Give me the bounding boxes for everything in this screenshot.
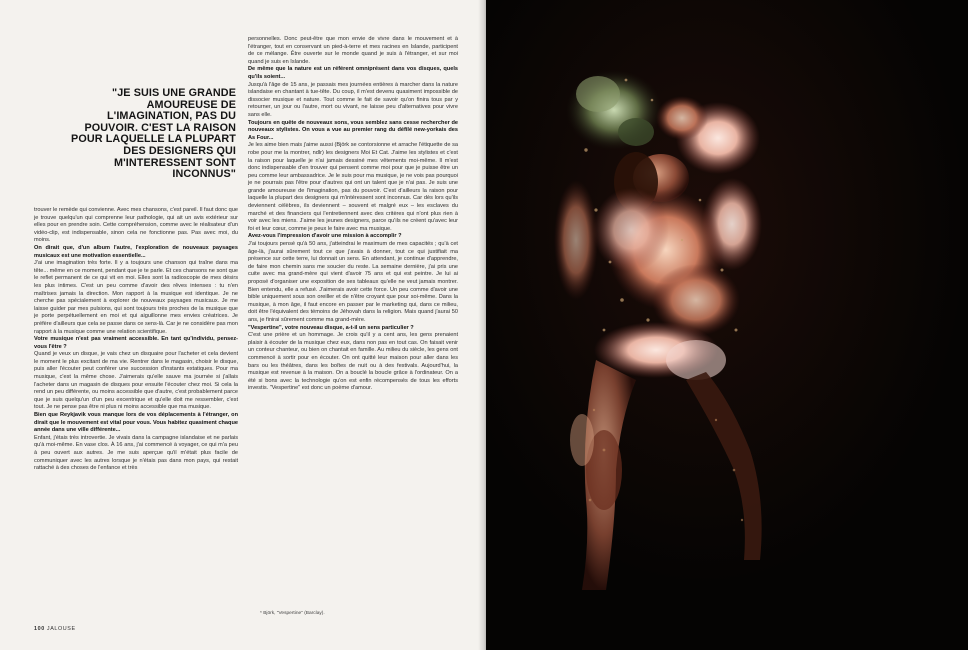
- footnote: * Björk, "Vespertine" (Barclay).: [260, 611, 325, 616]
- interview-answer: Enfant, j'étais très introvertie. Je vivais dans la campagne islandaise et ne parlais qu'à moi-même. En vase clos. À 16 ans, j'ai commencé à voyager, ce qui m'a peu à peu ouvert aux autres. Je me suis aperçue qu'il m'était plus facile de communiquer avec les autres lorsque je n'étais pas dans mon pays, qui restait rattaché à des choses de l'enfance et très: [34, 434, 238, 472]
- page-number: 100: [34, 626, 45, 632]
- interview-answer: personnelles. Donc peut-être que mon envie de vivre dans le mouvement et à l'étranger, tout en conservant un pied-à-terre et mes racines en Islande, participent de ce mélange. Être ouverte sur le monde quand je suis à l'étranger, et sur moi quand je suis en Islande.: [248, 36, 458, 65]
- interview-answer: Je les aime bien mais j'aime aussi (Björk se contorsionne et arrache l'étiquette de sa robe pour me la montrer, ndlr) les designers Moi Et Cat. J'aime les stylistes et c'est la raison pour laquelle je n'ai jamais dessiné mes vêtements moi-même. Il m'est donc indispensable d'en trouver qui pensent comme moi pour que je puisse être un peu comme leur ambassadrice. Je le suis pour ma musique, je ne vois pas pourquoi je ne pourrais pas l'être pour d'autres qui ont un talent que je n'ai pas. Je suis une grande amoureuse de l'imagination, pas du pouvoir. C'est d'ailleurs la raison pour laquelle la plupart des designers qui m'intéressent sont inconnus. Car dès lors qu'ils deviennent célèbres, ils deviennent – souvent et malgré eux – les esclaves du marché et des financiers qui l'entretiennent avec des critères qui n'ont plus rien à voir avec les miens. J'aime les jeunes designers, parce qu'ils ne créent qu'avec leur foi et leur cœur, comme je peux le faire avec ma musique.: [248, 142, 458, 232]
- pull-quote: "JE SUIS UNE GRANDE AMOUREUSE DE L'IMAGINATION, PAS DU POUVOIR. C'EST LA RAISON POUR LAQUELLE LA PLUPART DES DESIGNERS QUI M'INTERESSENT SONT INCONNUS": [71, 87, 236, 181]
- magazine-name: JALOUSE: [46, 626, 76, 632]
- interview-question: On dirait que, d'un album l'autre, l'exploration de nouveaux paysages musicaux est une motivation essentielle...: [34, 244, 238, 259]
- interview-question: Bien que Reykjavik vous manque lors de vos déplacements à l'étranger, on dirait que le mouvement est vital pour vous. Vous habitez quasiment chaque année dans une ville différente...: [34, 412, 238, 434]
- interview-question: Votre musique n'est pas vraiment accessible. En tant qu'individu, pensez-vous l'être ?: [34, 336, 238, 350]
- folio: [34, 626, 76, 632]
- interview-question: De même que la nature est un référent omniprésent dans vos disques, quels qu'ils soient...: [248, 66, 458, 80]
- interview-answer: J'ai toujours pensé qu'à 50 ans, j'atteindrai le maximum de mes capacités ; qu'à cet âge-là, j'aurai sûrement tout ce que j'avais à donner, tout ce qui justifiait ma présence sur cette terre, lui donnait un sens. En attendant, je continue d'apprendre, de faire mon chemin sans me soucier du reste. La semaine dernière, j'ai pris une cuite avec ma grand-mère qui vient d'avoir 75 ans et qui est peintre. Je lui ai proposé d'organiser une exposition de ses tableaux qu'elle ne veut jamais montrer. Bien entendu, elle a refusé. J'aimerais avoir cette force. Un peu comme d'avoir une bible uniquement sous son oreiller et de n'être croyant que pour soi-même. Dans la musique, à mon âge, il faut encore en passer par le marketing qui, dans ce milieu, doit être l'équivalent des témoins de Jéhovah dans la religion. Mais quand j'aurai 50 ans, je finirai sûrement comme ma grand-mère.: [248, 241, 458, 323]
- interview-question: "Vespertine", votre nouveau disque, a-t-il un sens particulier ?: [248, 324, 414, 331]
- interview-answer: C'est une prière et un hommage. Je crois qu'il y a cent ans, les gens prenaient plaisir à écouter de la musique chez eux, dans non pas en tout cas. On faisait venir un conteur chanteur, ou bien on chantait en famille. Au milieu du siècle, les gens ont commencé à sortir pour en écouter. On ont quitté leur maison pour aller dans les bars ou les théâtres, dans les boîtes de nuit ou à des festivals. Aujourd'hui, la musique est revenue à la maison. On a bouclé la boucle grâce à l'ordinateur. On a été si bons avec la technologie qu'on est enfin récompensés de tous les efforts investis. "Vespertine" est donc un poème d'amour.: [248, 332, 458, 392]
- interview-answer: J'ai une imagination très forte. Il y a toujours une chanson qui traîne dans ma tête... même en ce moment, pendant que je te parle. Et ces chansons ne sont que le reflet permanent de ce qui vit en moi. Elles sont la radioscopie de mes désirs les plus intimes. C'est un peu comme d'avoir des rêves intenses : tu n'en maîtrises jamais la direction. Mon rapport à la musique est identique. Je ne cherche pas spécialement à explorer de nouveaux paysages musicaux. Je me laisse guider par mes pulsions, qui sont toujours très proches de la musique que je porte perpétuellement en moi et qui aiguillonne mes envies créatrices. Je préfère d'ailleurs que cela se passe dans ce sens-là. Car je ne considère pas mon rapport à la musique comme une relation scientifique.: [34, 260, 238, 335]
- interview-question: Toujours en quête de nouveaux sons, vous semblez sans cesse rechercher de nouveaux stylistes. On vous a vue au premier rang du défilé new-yorkais des As Four...: [248, 119, 458, 141]
- interview-answer: Quand je veux un disque, je vais chez un disquaire pour l'acheter et cela devient le moment le plus excitant de ma vie. Rentrer dans le magasin, choisir le disque, puis aller l'écouter peut conférer une succession d'instants extatiques. Pour ma musique, c'est la même chose. J'aimerais qu'elle sauve ma journée si j'allais l'acheter dans un magasin de disques pour ensuite l'écouter chez moi. Si cela la rend un peu différente, ou moins accessible que d'autre, c'est probablement parce que je suis quelqu'un d'un peu excentrique et qu'elle doit me ressembler, c'est tout. Je ne pense pas être ni plus ni moins accessible que ma musique.: [34, 351, 238, 411]
- interview-question: Avez-vous l'impression d'avoir une mission à accomplir ?: [248, 233, 402, 240]
- text-column-left: [34, 207, 238, 473]
- interview-answer: trouver le remède qui convienne. Avec mes chansons, c'est pareil. Il faut donc que je trouve quelqu'un qui comprenne leur pathologie, qui ait un avis extérieur sur elles pour en prendre soin. Cette compréhension, comme avec le réalisateur d'un vidéo-clip, est indispensable, sinon cela ne fonctionne pas. Pas avec moi, du moins.: [34, 207, 238, 244]
- text-column-right: [248, 36, 458, 393]
- interview-answer: Jusqu'à l'âge de 15 ans, je passais mes journées entières à marcher dans la nature islandaise en chantant à tue-tête. Du coup, il m'est devenu quasiment impossible de dissocier musique et nature. Tout comme le fait de savoir qu'on finira tous par y retourner, un jour ou l'autre, mort ou vivant, ne laisse peu d'alternatives pour vivre sans elle.: [248, 81, 458, 118]
- performer-in-floral-costume-photo: [486, 0, 968, 650]
- right-page-photo: [486, 0, 968, 650]
